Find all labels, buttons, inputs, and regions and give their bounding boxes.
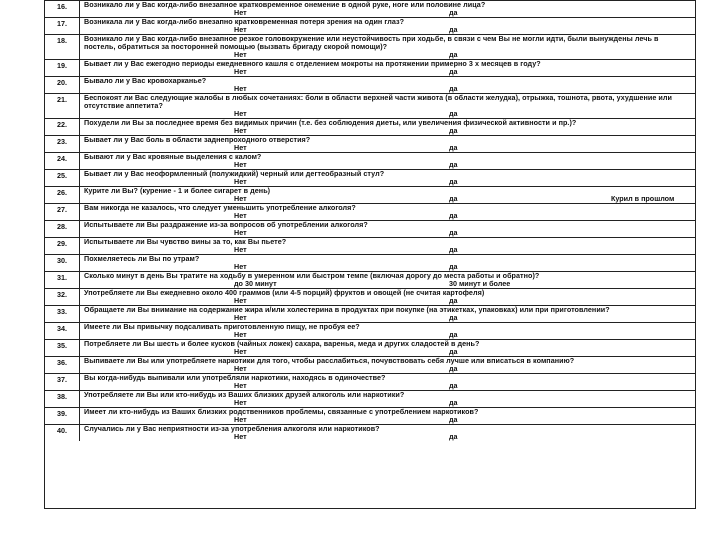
answer-option[interactable]: Нет: [234, 177, 247, 186]
answer-options: [84, 9, 691, 17]
answer-options: [84, 331, 691, 339]
answer-option[interactable]: да: [449, 245, 458, 254]
answer-option[interactable]: да: [449, 25, 458, 34]
answer-options: [84, 314, 691, 322]
answer-option[interactable]: да: [449, 50, 458, 59]
question-body: [80, 94, 695, 118]
question-body: [80, 391, 695, 407]
question-number: 36.: [45, 357, 80, 373]
question-text: Похмеляетесь ли Вы по утрам?: [84, 254, 200, 263]
answer-options: [84, 127, 691, 135]
question-body: [80, 238, 695, 254]
question-body: [80, 204, 695, 220]
question-body: [80, 255, 695, 271]
question-number: 26.: [45, 187, 80, 203]
question-text: Возникала ли у Вас когда-либо внезапно кратковременная потеря зрения на один глаз?: [84, 17, 405, 26]
question-text: Испытываете ли Вы чувство вины за то, как Вы пьете?: [84, 237, 287, 246]
question-body: [80, 136, 695, 152]
question-number: 39.: [45, 408, 80, 424]
question-body: [80, 425, 695, 441]
question-text: Вам никогда не казалось, что следует уменьшить употребление алкоголя?: [84, 203, 356, 212]
question-number: 38.: [45, 391, 80, 407]
question-row: [45, 271, 695, 288]
question-row: [45, 59, 695, 76]
question-body: [80, 289, 695, 305]
question-row: [45, 254, 695, 271]
answer-option[interactable]: да: [449, 415, 458, 424]
answer-option[interactable]: Нет: [234, 8, 247, 17]
question-text: Испытываете ли Вы раздражение из-за вопросов об употреблении алкоголя?: [84, 220, 368, 229]
answer-option[interactable]: да: [449, 330, 458, 339]
question-text: Обращаете ли Вы внимание на содержание жира и/или холестерина в продуктах при покупке (на этикетках, упаковках) или при приготовлении?: [84, 305, 610, 314]
answer-option[interactable]: Нет: [234, 364, 247, 373]
answer-option[interactable]: да: [449, 143, 458, 152]
answer-option[interactable]: да: [449, 313, 458, 322]
answer-options: [84, 348, 691, 356]
answer-option[interactable]: да: [449, 262, 458, 271]
answer-option[interactable]: да: [449, 398, 458, 407]
answer-options: [84, 382, 691, 390]
question-text: Бывает ли у Вас неоформленный (полужидкий) черный или дегтеобразный стул?: [84, 169, 385, 178]
question-text: Вы когда-нибудь выпивали или употребляли наркотики, находясь в одиночестве?: [84, 373, 386, 382]
question-row: [45, 373, 695, 390]
answer-option[interactable]: Нет: [234, 143, 247, 152]
answer-option[interactable]: Нет: [234, 313, 247, 322]
question-number: 22.: [45, 119, 80, 135]
question-body: [80, 323, 695, 339]
question-row: [45, 76, 695, 93]
answer-option[interactable]: да: [449, 211, 458, 220]
question-body: [80, 221, 695, 237]
answer-options: [84, 229, 691, 237]
question-number: 32.: [45, 289, 80, 305]
question-row: [45, 169, 695, 186]
question-body: [80, 340, 695, 356]
answer-option[interactable]: Курил в прошлом: [611, 194, 675, 203]
question-text: Бывает ли у Вас ежегодно периоды ежедневного кашля с отделением мокроты на протяжении примерно 3 х месяцев в году?: [84, 59, 541, 68]
question-text: Бывает ли у Вас боль в области заднепроходного отверстия?: [84, 135, 311, 144]
question-row: [45, 390, 695, 407]
answer-options: [84, 26, 691, 34]
answer-options: [84, 195, 691, 203]
question-text: Случались ли у Вас неприятности из-за употребления алкоголя или наркотиков?: [84, 424, 380, 433]
question-row: [45, 220, 695, 237]
answer-options: [84, 68, 691, 76]
question-text: Имеет ли кто-нибудь из Ваших близких родственников проблемы, связанные с употреблением наркотиков?: [84, 407, 479, 416]
question-row: [45, 339, 695, 356]
answer-options: [84, 263, 691, 271]
answer-option[interactable]: да: [449, 67, 458, 76]
answer-option[interactable]: да: [449, 109, 458, 118]
question-text: Бывают ли у Вас кровяные выделения с калом?: [84, 152, 262, 161]
question-row: [45, 288, 695, 305]
question-text: Имеете ли Вы привычку подсаливать приготовленную пищу, не пробуя ее?: [84, 322, 360, 331]
question-body: [80, 60, 695, 76]
answer-option[interactable]: Нет: [234, 109, 247, 118]
answer-options: [84, 110, 691, 118]
answer-option[interactable]: да: [449, 194, 458, 203]
answer-option[interactable]: Нет: [234, 160, 247, 169]
answer-options: [84, 144, 691, 152]
question-row: [45, 203, 695, 220]
question-text: Возникало ли у Вас когда-либо внезапное кратковременное онемение в одной руке, ноге или половине лица?: [84, 0, 486, 9]
question-body: [80, 153, 695, 169]
answer-option[interactable]: Нет: [234, 126, 247, 135]
question-number: 30.: [45, 255, 80, 271]
question-number: 31.: [45, 272, 80, 288]
answer-option[interactable]: Нет: [234, 262, 247, 271]
answer-option[interactable]: да: [449, 126, 458, 135]
question-body: [80, 357, 695, 373]
answer-options: [84, 297, 691, 305]
question-text: Употребляете ли Вы или кто-нибудь из Ваших близких друзей алкоголь или наркотики?: [84, 390, 405, 399]
answer-option[interactable]: да: [449, 432, 458, 441]
answer-option[interactable]: да: [449, 160, 458, 169]
question-row: [45, 237, 695, 254]
answer-option[interactable]: Нет: [234, 330, 247, 339]
question-number: 20.: [45, 77, 80, 93]
question-body: [80, 187, 695, 203]
question-body: [80, 306, 695, 322]
question-body: [80, 170, 695, 186]
answer-option[interactable]: Нет: [234, 245, 247, 254]
answer-options: [84, 246, 691, 254]
answer-options: [84, 161, 691, 169]
answer-options: [84, 365, 691, 373]
question-number: 40.: [45, 425, 80, 441]
question-row: [45, 135, 695, 152]
answer-option[interactable]: Нет: [234, 381, 247, 390]
question-text: Возникало ли у Вас когда-либо внезапное резкое головокружение или неустойчивость при ходьбе, в связи с чем Вы не могли идти, были вынуждены лечь в постель, обратиться за посторонней помощью (вызвать бригаду скорой помощи)?: [84, 34, 659, 51]
question-body: [80, 35, 695, 59]
answer-options: [84, 433, 691, 441]
answer-option[interactable]: Нет: [234, 67, 247, 76]
answer-option[interactable]: да: [449, 296, 458, 305]
question-text: Бывало ли у Вас кровохарканье?: [84, 76, 207, 85]
question-body: [80, 408, 695, 424]
answer-options: [84, 212, 691, 220]
answer-options: [84, 85, 691, 93]
question-row: [45, 17, 695, 34]
question-text: Выпиваете ли Вы или употребляете наркотики для того, чтобы расслабиться, почувствовать себя лучше или вписаться в компанию?: [84, 356, 575, 365]
answer-options: [84, 51, 691, 59]
answer-option[interactable]: Нет: [234, 432, 247, 441]
question-number: 27.: [45, 204, 80, 220]
question-text: Похудели ли Вы за последнее время без видимых причин (т.е. без соблюдения диеты, или увеличения физической активности и пр.)?: [84, 118, 577, 127]
question-number: 24.: [45, 153, 80, 169]
question-text: Употребляете ли Вы ежедневно около 400 граммов (или 4-5 порций) фруктов и овощей (не считая картофеля): [84, 288, 485, 297]
question-body: [80, 18, 695, 34]
answer-options: [84, 280, 691, 288]
answer-option[interactable]: Нет: [234, 194, 247, 203]
answer-option[interactable]: Нет: [234, 50, 247, 59]
question-number: 35.: [45, 340, 80, 356]
question-row: [45, 186, 695, 203]
answer-option[interactable]: Нет: [234, 84, 247, 93]
answer-option[interactable]: 30 минут и более: [449, 279, 511, 288]
question-number: 21.: [45, 94, 80, 118]
answer-option[interactable]: Нет: [234, 25, 247, 34]
answer-options: [84, 178, 691, 186]
question-row: [45, 93, 695, 118]
question-row: [45, 322, 695, 339]
question-number: 18.: [45, 35, 80, 59]
question-row: [45, 356, 695, 373]
question-row: [45, 0, 695, 17]
question-text: Сколько минут в день Вы тратите на ходьбу в умеренном или быстром темпе (включая дорогу до места работы и обратно)?: [84, 271, 540, 280]
answer-option[interactable]: Нет: [234, 347, 247, 356]
answer-options: [84, 416, 691, 424]
question-row: [45, 152, 695, 169]
question-row: [45, 407, 695, 424]
question-number: 34.: [45, 323, 80, 339]
question-body: [80, 1, 695, 17]
answer-option[interactable]: да: [449, 177, 458, 186]
question-number: 23.: [45, 136, 80, 152]
question-number: 16.: [45, 1, 80, 17]
question-row: [45, 34, 695, 59]
question-body: [80, 374, 695, 390]
question-number: 37.: [45, 374, 80, 390]
question-number: 17.: [45, 18, 80, 34]
question-body: [80, 272, 695, 288]
answer-option[interactable]: да: [449, 84, 458, 93]
question-text: Курите ли Вы? (курение - 1 и более сигарет в день): [84, 186, 271, 195]
answer-options: [84, 399, 691, 407]
answer-option[interactable]: Нет: [234, 398, 247, 407]
question-number: 25.: [45, 170, 80, 186]
question-text: Потребляете ли Вы шесть и более кусков (чайных ложек) сахара, варенья, меда и других сладостей в день?: [84, 339, 480, 348]
answer-option[interactable]: да: [449, 347, 458, 356]
answer-option[interactable]: да: [449, 228, 458, 237]
question-row: [45, 305, 695, 322]
answer-option[interactable]: да: [449, 8, 458, 17]
answer-option[interactable]: Нет: [234, 415, 247, 424]
answer-option[interactable]: Нет: [234, 296, 247, 305]
question-number: 28.: [45, 221, 80, 237]
answer-option[interactable]: да: [449, 381, 458, 390]
question-number: 19.: [45, 60, 80, 76]
question-row: [45, 424, 695, 441]
question-body: [80, 77, 695, 93]
question-row: [45, 118, 695, 135]
questionnaire-table: [44, 0, 696, 509]
answer-option[interactable]: Нет: [234, 228, 247, 237]
question-body: [80, 119, 695, 135]
answer-option[interactable]: да: [449, 364, 458, 373]
question-number: 33.: [45, 306, 80, 322]
answer-option[interactable]: Нет: [234, 211, 247, 220]
question-number: 29.: [45, 238, 80, 254]
answer-option[interactable]: до 30 минут: [234, 279, 277, 288]
question-text: Беспокоят ли Вас следующие жалобы в любых сочетаниях: боли в области верхней части живота (в области желудка), отрыжка, тошнота, рвота, ухудшение или отсутствие аппетита?: [84, 93, 672, 110]
